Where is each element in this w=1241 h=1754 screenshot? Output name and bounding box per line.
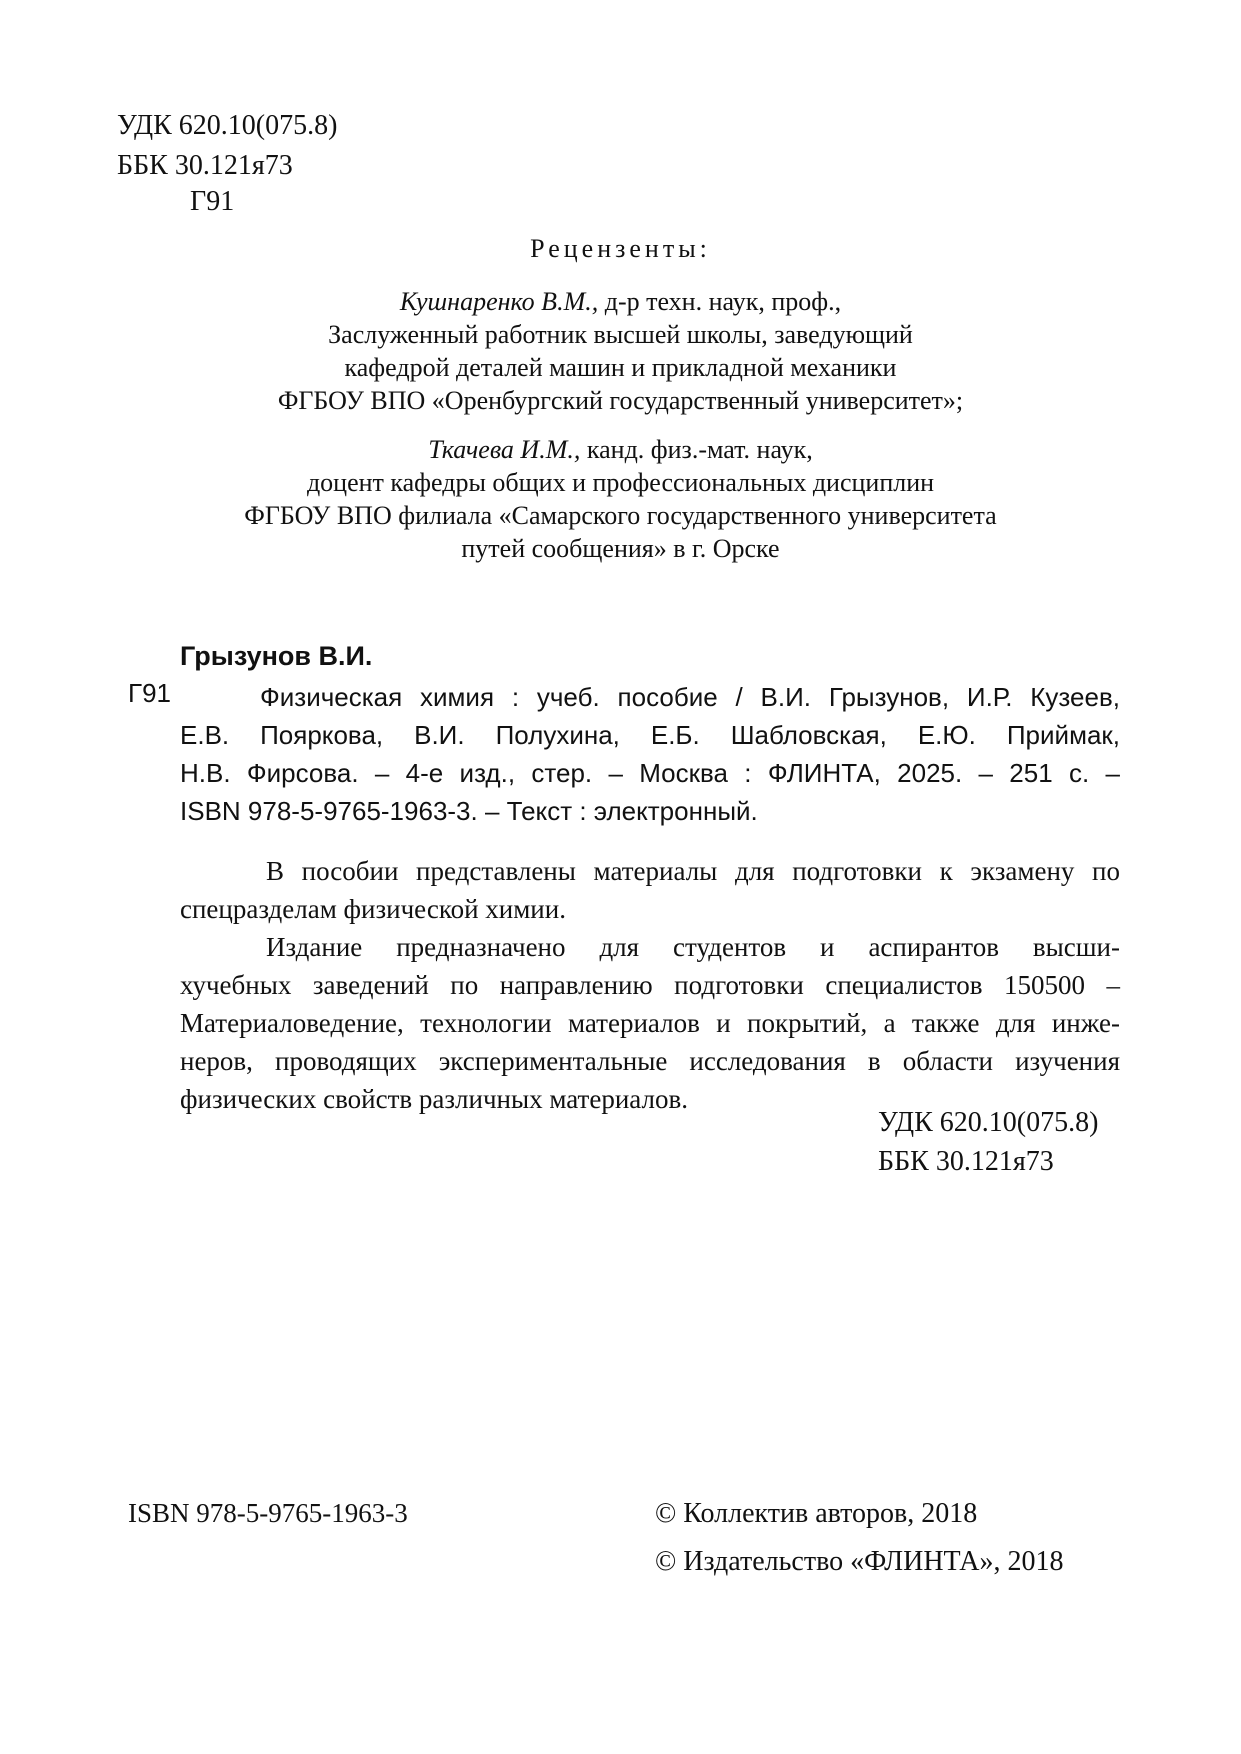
reviewer1-name: Кушнаренко В.М.,: [399, 287, 599, 316]
reviewer2-line1: [0, 435, 1241, 465]
top-author-mark: Г91: [190, 186, 235, 217]
reviewer1-line4: ФГБОУ ВПО «Оренбургский государственный университет»;: [277, 386, 964, 415]
annotation-p1-line2: спецразделам физической химии.: [180, 894, 566, 924]
annotation-p2-line2: хучебных заведений по направлению подготовки специалистов 150500 –: [180, 970, 1120, 1000]
top-udk-code: УДК 620.10(075.8): [117, 110, 338, 141]
bottom-bbk-code: ББК 30.121я73: [878, 1146, 1054, 1177]
footer-copyright-publisher: © Издательство «ФЛИНТА», 2018: [655, 1546, 1064, 1577]
bibliography-line4: ISBN 978-5-9765-1963-3. – Текст : электронный.: [180, 796, 758, 826]
reviewer1-degree: д-р техн. наук, проф.,: [598, 287, 842, 316]
bibliography-line2: Е.В. Пояркова, В.И. Полухина, Е.Б. Шабловская, Е.Ю. Приймак,: [180, 720, 1120, 750]
reviewer2-line3: ФГБОУ ВПО филиала «Самарского государственного университета: [244, 501, 997, 530]
annotation-p2-line1: Издание предназначено для студентов и аспирантов высши-: [266, 932, 1120, 962]
reviewer2-line2: доцент кафедры общих и профессиональных дисциплин: [306, 468, 935, 497]
bibliography-author: Грызунов В.И.: [180, 641, 373, 671]
top-bbk-code: ББК 30.121я73: [117, 150, 293, 181]
annotation-p2-line3: Материаловедение, технологии материалов и покрытий, а также для инже-: [180, 1008, 1120, 1038]
footer-copyright-authors: © Коллектив авторов, 2018: [655, 1498, 978, 1529]
reviewer1-line1: [0, 287, 1241, 317]
bottom-udk-code: УДК 620.10(075.8): [878, 1107, 1099, 1138]
reviewer1-line3: кафедрой деталей машин и прикладной механики: [344, 353, 897, 382]
bibliography-code: Г91: [128, 678, 171, 708]
annotation-paragraph2: [180, 928, 1120, 1118]
reviewers-title: Рецензенты:: [530, 234, 711, 263]
reviewer2-name: Ткачева И.М.,: [428, 435, 581, 464]
reviewer1-line2: Заслуженный работник высшей школы, заведующий: [328, 320, 913, 349]
annotation-p2-line4: неров, проводящих экспериментальные исследования в области изучения: [180, 1046, 1120, 1076]
annotation-p1-line1: В пособии представлены материалы для подготовки к экзамену по: [266, 856, 1120, 886]
bibliography-record: [180, 678, 1120, 830]
reviewer2-line4: путей сообщения» в г. Орске: [461, 534, 780, 563]
annotation-p2-line5: физических свойств различных материалов.: [180, 1084, 688, 1114]
reviewer2-degree: канд. физ.-мат. наук,: [580, 435, 813, 464]
bibliography-line1: Физическая химия : учеб. пособие / В.И. Грызунов, И.Р. Кузеев,: [260, 682, 1120, 712]
bibliography-line3: Н.В. Фирсова. – 4-е изд., стер. – Москва : ФЛИНТА, 2025. – 251 с. –: [180, 758, 1120, 788]
annotation-paragraph1: [180, 852, 1120, 928]
footer-isbn: ISBN 978-5-9765-1963-3: [128, 1498, 408, 1528]
